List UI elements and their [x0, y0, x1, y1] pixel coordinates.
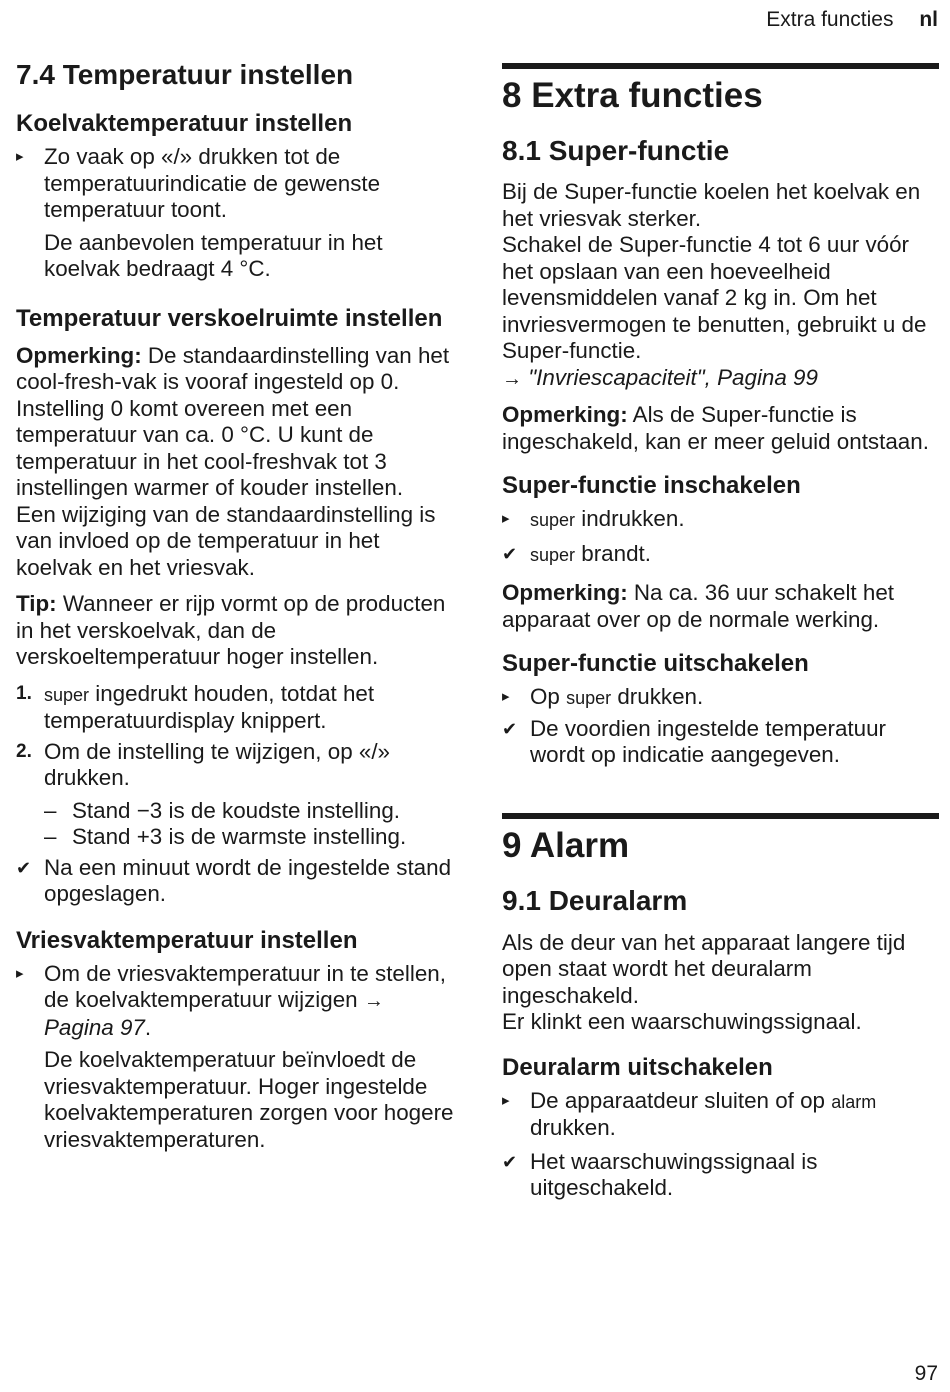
super-key-icon: super [44, 684, 90, 705]
chapter-8-title: 8 Extra functies [502, 76, 763, 115]
heading-super-uit: Super-functie uitschakelen [502, 650, 809, 677]
super-note-1: Opmerking: Als de Super-functie is ingeschakeld, kan er meer geluid ontstaan. [502, 402, 929, 454]
left-column [16, 58, 456, 1153]
header-language: nl [919, 8, 938, 31]
verskoel-step-2: 2. Om de instelling te wijzigen, op «/» drukken. [16, 738, 391, 790]
koelvak-note: De aanbevolen temperatuur in het koelvak bedraagt 4 °C. [44, 229, 383, 281]
page-reference: Pagina 97 [44, 1014, 145, 1040]
verskoel-result: ✔ Na een minuut wordt de ingestelde stand opgeslagen. [16, 854, 452, 906]
heading-vriesvak: Vriesvaktemperatuur instellen [16, 926, 358, 954]
heading-verskoelruimte: Temperatuur verskoelruimte instellen [16, 304, 443, 332]
vriesvak-step: ▸ Om de vriesvaktemperatuur in te stellen, de koelvaktemperatuur wijzigen → Pagina 97. [16, 960, 446, 1040]
header-section-title: Extra functies [766, 8, 894, 31]
running-header [766, 8, 938, 32]
page-number: 97 [914, 1362, 938, 1385]
bullet-icon: ▸ [16, 964, 24, 982]
deuralarm-result: ✔ Het waarschuwingssignaal is uitgeschakeld. [502, 1148, 818, 1200]
heading-9-1: 9.1 Deuralarm [502, 884, 688, 916]
verskoel-step-1: 1. super ingedrukt houden, totdat het temperatuurdisplay knippert. [16, 680, 375, 733]
super-uit-step: ▸ Op super drukken. [502, 684, 704, 709]
super-paragraph-1: Bij de Super-functie koelen het koelvak en het vriesvak sterker. [502, 179, 921, 231]
deuralarm-paragraph-1: Als de deur van het apparaat langere tijd open staat wordt het deuralarm ingeschakeld. [502, 929, 906, 1008]
deuralarm-step: ▸ De apparaatdeur sluiten of op alarm drukken. [502, 1087, 877, 1140]
super-uit-result: ✔ De voordien ingestelde temperatuur wordt op indicatie aangegeven. [502, 715, 886, 767]
chapter-rule [502, 813, 939, 819]
heading-super-in: Super-functie inschakelen [502, 472, 801, 499]
verskoel-paragraph: Een wijziging van de standaardinstelling is van invloed op de temperatuur in het koelvak en het vriesvak. [16, 501, 436, 580]
super-paragraph-2: Schakel de Super-functie 4 tot 6 uur vóór het opslaan van een hoeveelheid levensmiddelen vanaf 2 kg in. Om het invriesvermogen te benutten, gebruikt u de Super-functie. [502, 232, 927, 363]
check-icon: ✔ [16, 857, 32, 878]
vriesvak-note: De koelvaktemperatuur beïnvloedt de vriesvaktemperatuur. Hoger ingestelde koelvaktemperaturen zorgen voor hogere vriesvaktemperaturen. [44, 1047, 454, 1152]
alarm-key-icon: alarm [831, 1091, 877, 1112]
arrows-key-icon: «/» [161, 144, 193, 169]
arrow-icon: → [363, 990, 384, 1012]
dash-item: – Stand +3 is de warmste instelling. [44, 824, 407, 849]
super-key-icon: super [530, 544, 576, 565]
bullet-icon: ▸ [502, 688, 510, 705]
super-reference: → "Invriescapaciteit", Pagina 99 [502, 364, 818, 390]
super-note-2: Opmerking: Na ca. 36 uur schakelt het apparaat over op de normale werking. [502, 580, 895, 632]
super-in-result: ✔ super brandt. [502, 540, 651, 566]
super-key-icon: super [530, 510, 576, 530]
arrows-key-icon: «/» [358, 738, 391, 764]
check-icon: ✔ [502, 718, 518, 739]
bullet-icon: ▸ [16, 148, 24, 165]
check-icon: ✔ [502, 1151, 518, 1172]
verskoel-note: Opmerking: De standaardinstelling van het cool-fresh-vak is vooraf ingesteld op 0. Instelling 0 komt overeen met een temperatuur van ca. 0 °C. U kunt de temperatuur in het cool-freshvak tot 3 instellingen warmer of kouder instellen. [16, 342, 450, 500]
super-key-icon: super [566, 688, 612, 708]
heading-deuralarm-uit: Deuralarm uitschakelen [502, 1053, 773, 1081]
dash-item: – Stand −3 is de koudste instelling. [44, 797, 400, 823]
deuralarm-paragraph-2: Er klinkt een waarschuwingssignaal. [502, 1009, 862, 1034]
check-icon: ✔ [502, 543, 518, 564]
verskoel-tip: Tip: Wanneer er rijp vormt op de producten in het verskoelvak, dan de verskoeltemperatuur hoger instellen. [16, 591, 446, 669]
koelvak-step: ▸ Zo vaak op «/» drukken tot de temperatuurindicatie de gewenste temperatuur toont. [16, 144, 381, 222]
heading-koelvak: Koelvaktemperatuur instellen [16, 110, 353, 137]
chapter-rule [502, 63, 939, 69]
super-in-step: ▸ super indrukken. [502, 506, 685, 531]
heading-8-1: 8.1 Super-functie [502, 135, 730, 166]
arrow-icon: → [502, 367, 522, 390]
right-column [502, 58, 939, 1202]
chapter-9-title: 9 Alarm [502, 825, 630, 865]
bullet-icon: ▸ [502, 510, 510, 527]
heading-7-4: 7.4 Temperatuur instellen [16, 59, 354, 90]
bullet-icon: ▸ [502, 1091, 510, 1109]
